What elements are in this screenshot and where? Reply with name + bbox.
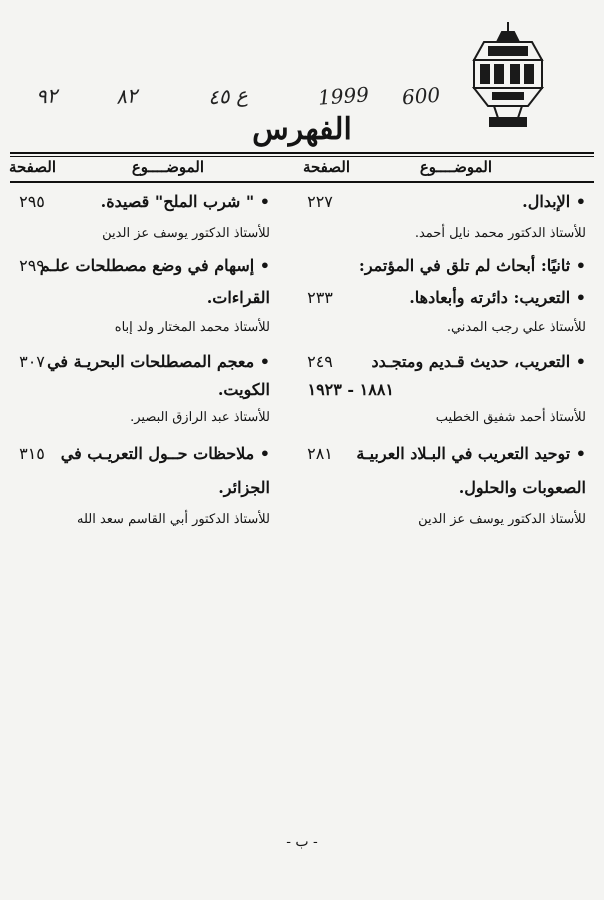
toc-page-number: ٢٩٩ (19, 256, 45, 275)
header-page-left: الصفحة (8, 158, 56, 176)
page-footer-number: - ب - (286, 834, 318, 850)
toc-entry-title: • ملاحظات حــول التعريـب في (60, 444, 270, 463)
toc-entry-author: للأستاذ عبد الرازق البصير. (130, 410, 270, 425)
top-rule-thin (10, 156, 594, 157)
toc-entry-title: • إسهام في وضع مصطلحات علـم (39, 256, 270, 275)
toc-entry-author: للأستاذ الدكتور محمد نايل أحمد. (414, 226, 586, 241)
top-rule (10, 152, 594, 154)
handwritten-note-82: ٨٢ (115, 83, 139, 109)
header-topic-left: الموضــــوع (131, 158, 204, 176)
header-topic-right: الموضــــوع (419, 158, 492, 176)
toc-page-number: ٣٠٧ (19, 352, 45, 371)
toc-entry-author: للأستاذ علي رجب المدني. (446, 320, 586, 335)
toc-entry-author: للأستاذ محمد المختار ولد إباه (114, 320, 270, 335)
toc-entry-title-cont: القراءات. (206, 288, 270, 307)
toc-entry-title-cont: الصعوبات والحلول. (458, 478, 586, 497)
toc-entry-title: • " شرب الملح" قصيدة. (100, 192, 270, 211)
toc-entry-title: • معجم المصطلحات البحريـة في (47, 352, 270, 371)
toc-entry-author: للأستاذ الدكتور يوسف عز الدين (102, 226, 270, 241)
toc-page-number: ٢٩٥ (19, 192, 45, 211)
handwritten-note-92: ٩٢ (35, 83, 59, 109)
toc-page-number: ٣١٥ (19, 444, 45, 463)
toc-section-heading: • ثانيًا: أبحاث لم تلق في المؤتمر: (358, 256, 586, 275)
toc-entry-author: للأستاذ الدكتور أبي القاسم سعد الله (76, 512, 270, 527)
toc-entry-title-cont: ١٨٨١ - ١٩٢٣ (307, 380, 394, 399)
toc-entry-title: • التعريب، حديث قـديم ومتجـدد (371, 352, 586, 371)
toc-entry-title-cont: الكويت. (217, 380, 270, 399)
toc-entry-title: • الإبدال. (522, 192, 586, 211)
header-rule (10, 181, 594, 183)
header-page-right: الصفحة (302, 158, 350, 176)
toc-entry-author: للأستاذ الدكتور يوسف عز الدين (418, 512, 586, 527)
handwritten-note-600: 600 (401, 82, 441, 110)
page-title: الفهرس (252, 112, 352, 147)
toc-page-number: ٢٣٣ (307, 288, 333, 307)
toc-page-number: ٢٨١ (307, 444, 333, 463)
handwritten-note-1999: 1999 (317, 82, 370, 110)
toc-page-number: ٢٤٩ (307, 352, 333, 371)
toc-entry-author: للأستاذ أحمد شفيق الخطيب (435, 410, 586, 425)
toc-entry-title: • التعريب: دائرته وأبعادها. (409, 288, 586, 307)
toc-page-number: ٢٢٧ (307, 192, 333, 211)
handwritten-note-45: ع ٤٥ (207, 82, 249, 110)
toc-entry-title: • توحيد التعريب في البـلاد العربيـة (356, 444, 586, 463)
toc-entry-title-cont: الجزائر. (218, 478, 270, 497)
